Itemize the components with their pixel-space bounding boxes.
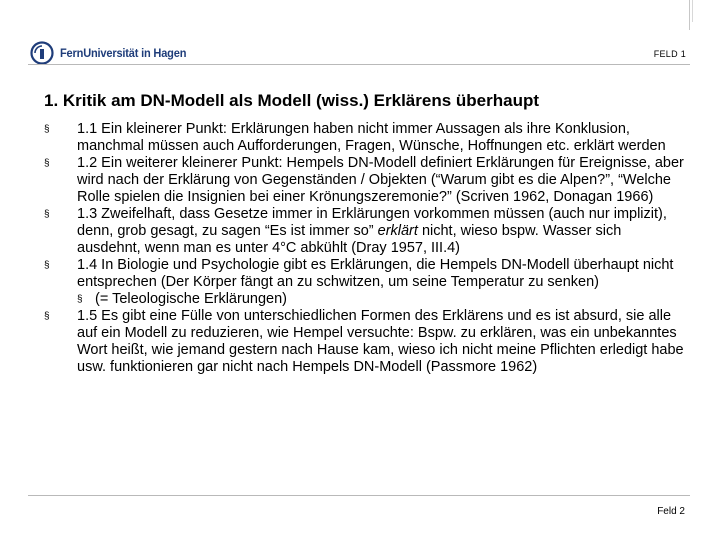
university-emblem-icon [30,41,54,65]
bullet-icon: § [44,158,50,169]
bullet-text: 1.4 In Biologie und Psychologie gibt es Erklärungen, die Hempels DN-Modell überhaupt nicht entsprechen (Der Körper fängt an zu schwitzen, um seine Temperatur zu senken) [77,257,674,290]
footer-label: Feld 2 [657,506,685,517]
header-divider [28,64,690,65]
list-item [44,206,684,257]
slide-title: 1. Kritik am DN-Modell als Modell (wiss.) Erklärens überhaupt [44,91,540,110]
bullet-text-part: 1.3 Zweifelhaft, dass Gesetze immer in Erklärungen vorkommen müssen (auch nur implizit), denn, grob gesagt, zu sagen “Es ist immer so” [77,206,667,239]
header-label: FELD 1 [653,49,686,59]
bullet-icon: § [44,209,50,220]
list-item [44,121,684,155]
logo-text: FernUniversität in Hagen [60,46,187,60]
bullet-text-part: nicht, wieso bspw. Wasser sich ausdehnt, wenn man es unter 4°C abkühlt (Dray 1957, III.4) [77,223,622,256]
list-item [44,308,684,376]
bullet-text: 1.1 Ein kleinerer Punkt: Erklärungen haben nicht immer Aussagen als ihre Konklusion, manchmal müssen auch Aufforderungen, Fragen, Wünsche, Hoffnungen etc. erklärt werden [77,121,666,154]
list-item [44,257,684,308]
bullet-text: 1.2 Ein weiterer kleinerer Punkt: Hempels DN-Modell definiert Erklärungen für Ereignisse, aber wird nach der Erklärung von Gegenständen / Objekten (“Warum gibt es die Alpen?”, “Welche Rolle spielen die Insignien bei einer Krönungszeremonie?” (Scriven 1962, Donagan 1966) [77,155,684,205]
bullet-text [77,206,667,256]
bullet-icon: § [44,260,50,271]
footer-divider [28,495,690,496]
sub-bullet-icon: § [77,294,83,305]
corner-decoration [689,0,710,30]
emphasized-word: erklärt [377,223,418,239]
sub-bullet-text: (= Teleologische Erklärungen) [95,291,287,307]
sub-list-item [77,291,684,308]
bullet-icon: § [44,124,50,135]
list-item [44,155,684,206]
bullet-icon: § [44,311,50,322]
bullet-list [44,121,684,376]
bullet-text: 1.5 Es gibt eine Fülle von unterschiedlichen Formen des Erklärens und es ist absurd, sie alle auf ein Modell zu reduzieren, wie Hempel versuchte: Bspw. zu erklären, was ein unbekanntes Wort heißt, wie jemand gestern nach Hause kam, wieso ich nicht meine Pflichten erledigt habe usw. funktionieren gar nicht nach Hempels DN-Modell (Passmore 1962) [77,308,684,375]
